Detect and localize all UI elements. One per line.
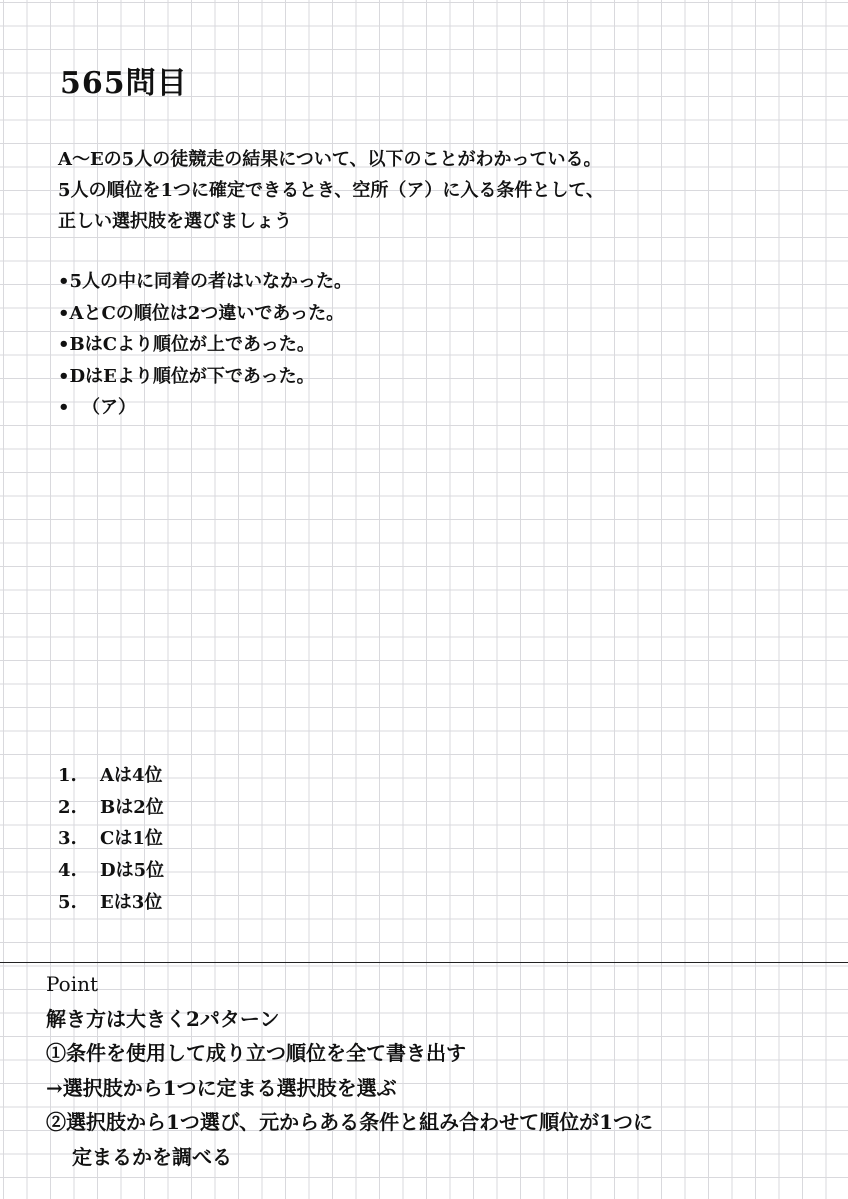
question-line: 正しい選択肢を選びましょう	[58, 211, 292, 232]
choice-item	[58, 823, 164, 855]
condition-item: •AとCの順位は2つ違いであった。	[58, 302, 345, 324]
condition-item: •BはCより順位が上であった。	[58, 334, 315, 355]
choice-item	[58, 855, 164, 887]
choice-text: Dは5位	[100, 860, 165, 882]
condition-item: •DはEより順位が下であった。	[58, 365, 315, 387]
choice-text: Eは3位	[100, 891, 163, 913]
choice-number: 4.	[58, 860, 77, 882]
question-line: 5人の順位を1つに確定できるとき、空所（ア）に入る条件として、	[58, 180, 604, 201]
choice-text: Cは1位	[100, 828, 163, 850]
point-line: 解き方は大きく2パターン	[46, 1006, 280, 1031]
point-line: ②選択肢から1つ選び、元からある条件と組み合わせて順位が1つに	[46, 1110, 654, 1134]
point-line: ①条件を使用して成り立つ順位を全て書き出す	[46, 1041, 466, 1065]
question-line: A〜Eの5人の徒競走の結果について、以下のことがわかっている。	[58, 149, 602, 170]
choice-item	[58, 887, 164, 919]
point-line: 定まるかを調べる	[72, 1144, 232, 1169]
page-title: 565問目	[60, 66, 188, 101]
choice-number: 1.	[58, 765, 77, 786]
choices-list	[58, 760, 164, 919]
choice-text: Aは4位	[100, 765, 163, 786]
choice-number: 3.	[58, 828, 77, 850]
choice-text: Bは2位	[100, 796, 164, 818]
choice-item	[58, 760, 164, 792]
condition-item: •5人の中に同着の者はいなかった。	[58, 271, 353, 292]
point-heading: Point	[46, 972, 99, 996]
condition-item: • （ア）	[58, 397, 137, 418]
choice-item	[58, 792, 164, 824]
choice-number: 5.	[58, 891, 77, 913]
choice-number: 2.	[58, 796, 77, 818]
section-divider	[0, 962, 848, 963]
point-section	[46, 967, 653, 1174]
point-line: →選択肢から1つに定まる選択肢を選ぶ	[46, 1075, 397, 1100]
question-text	[58, 144, 604, 237]
conditions-list	[58, 266, 352, 424]
